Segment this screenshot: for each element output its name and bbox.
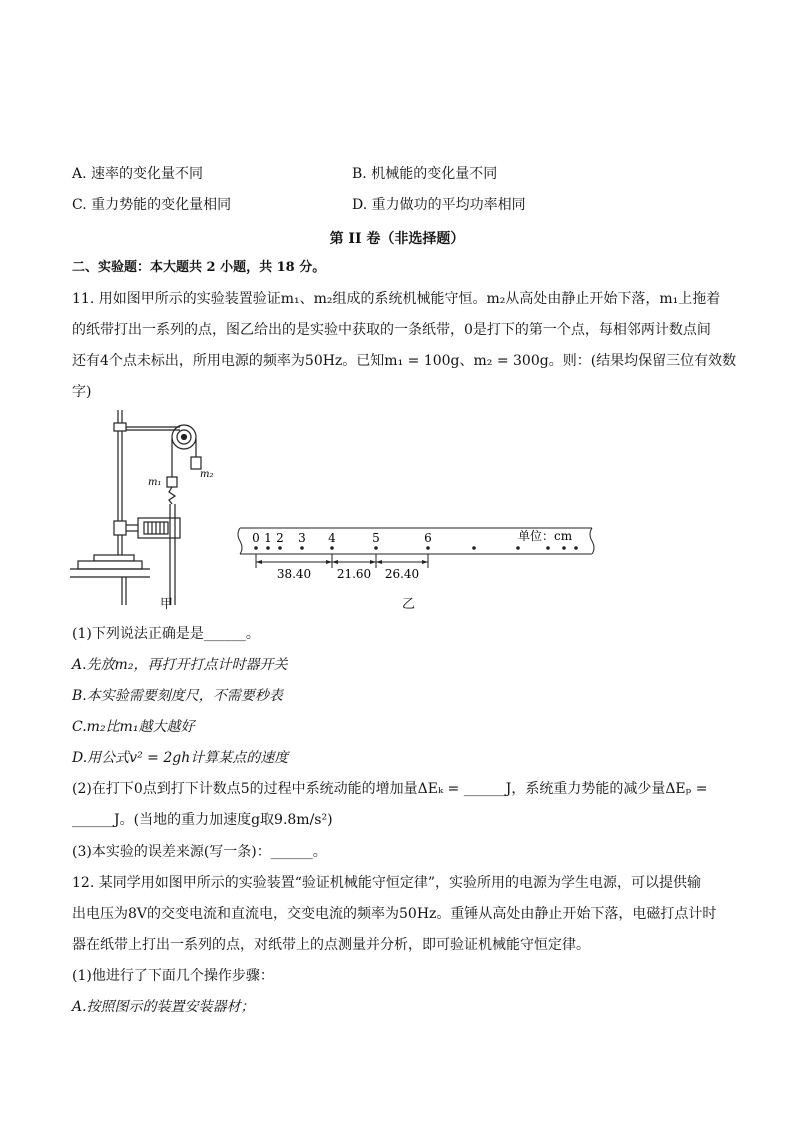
q11-line-2: 的纸带打出一系列的点，图乙给出的是实验中获取的一条纸带，0是打下的第一个点，每相邻两计数点间 [72, 322, 711, 338]
q12-line-2: 出电压为8V的交变电流和直流电，交变电流的频率为50Hz。重锤从高处由静止开始下落，电磁打点计时 [72, 906, 717, 922]
q11-option-a: A.先放m₂，再打开打点计时器开关 [72, 657, 288, 673]
q11-sub-1: (1)下列说法正确是是______。 [72, 626, 260, 642]
tape-point-0: 0 [252, 531, 260, 545]
option-a: A. 速率的变化量不同 [72, 166, 204, 182]
figure-label-yi: 乙 [402, 597, 416, 612]
q12-sub-1: (1)他进行了下面几个操作步骤： [72, 968, 274, 984]
option-b: B. 机械能的变化量不同 [352, 166, 498, 182]
tape-point-1: 1 [264, 531, 272, 545]
figure-label-jia: 甲 [160, 597, 174, 612]
tape-point-6: 6 [424, 531, 432, 545]
q12-line-1: 12. 某同学用如图甲所示的实验装置“验证机械能守恒定律”，实验所用的电源为学生电源，可以提供输 [72, 875, 702, 891]
q11-sub-3: (3)本实验的误差来源(写一条)：______。 [72, 844, 327, 860]
distance-4-5: 21.60 [336, 567, 372, 581]
m1-label: m₁ [148, 477, 162, 488]
tape-point-2: 2 [276, 531, 284, 545]
unit-label: 单位：cm [518, 529, 573, 543]
m2-label: m₂ [200, 469, 214, 480]
paper-tape-figure [236, 520, 596, 590]
section-heading: 二、实验题：本大题共 2 小题，共 18 分。 [72, 260, 326, 275]
option-d: D. 重力做功的平均功率相同 [352, 197, 526, 213]
apparatus-figure [70, 405, 220, 615]
q12-line-3: 器在纸带上打出一系列的点，对纸带上的点测量并分析，即可验证机械能守恒定律。 [72, 937, 590, 953]
tape-point-5: 5 [372, 531, 380, 545]
tape-point-4: 4 [328, 531, 336, 545]
q11-option-b: B.本实验需要刻度尺，不需要秒表 [72, 688, 283, 704]
section-title: 第 II 卷（非选择题） [329, 231, 465, 247]
distance-5-6: 26.40 [384, 567, 420, 581]
q11-line-3: 还有4个点未标出，所用电源的频率为50Hz。已知m₁ = 100g、m₂ = 300g。则：(结果均保留三位有效数 [72, 353, 737, 369]
q11-sub-2-line-1: (2)在打下0点到打下计数点5的过程中系统动能的增加量ΔEₖ = ______J，系统重力势能的减少量ΔEₚ = [72, 781, 708, 797]
q11-option-c: C.m₂比m₁越大越好 [72, 719, 195, 735]
q11-line-4: 字) [72, 384, 92, 400]
q11-line-1: 11. 用如图甲所示的实验装置验证m₁、m₂组成的系统机械能守恒。m₂从高处由静止开始下落，m₁上拖着 [72, 291, 721, 307]
distance-0-4: 38.40 [276, 567, 312, 581]
q11-option-d: D.用公式v² = 2gh计算某点的速度 [72, 750, 289, 766]
q11-sub-2-line-2: ______J。(当地的重力加速度g取9.8m/s²) [72, 812, 333, 828]
tape-point-3: 3 [298, 531, 306, 545]
q12-step-a: A.按照图示的装置安装器材； [72, 999, 255, 1015]
option-c: C. 重力势能的变化量相同 [72, 197, 232, 213]
